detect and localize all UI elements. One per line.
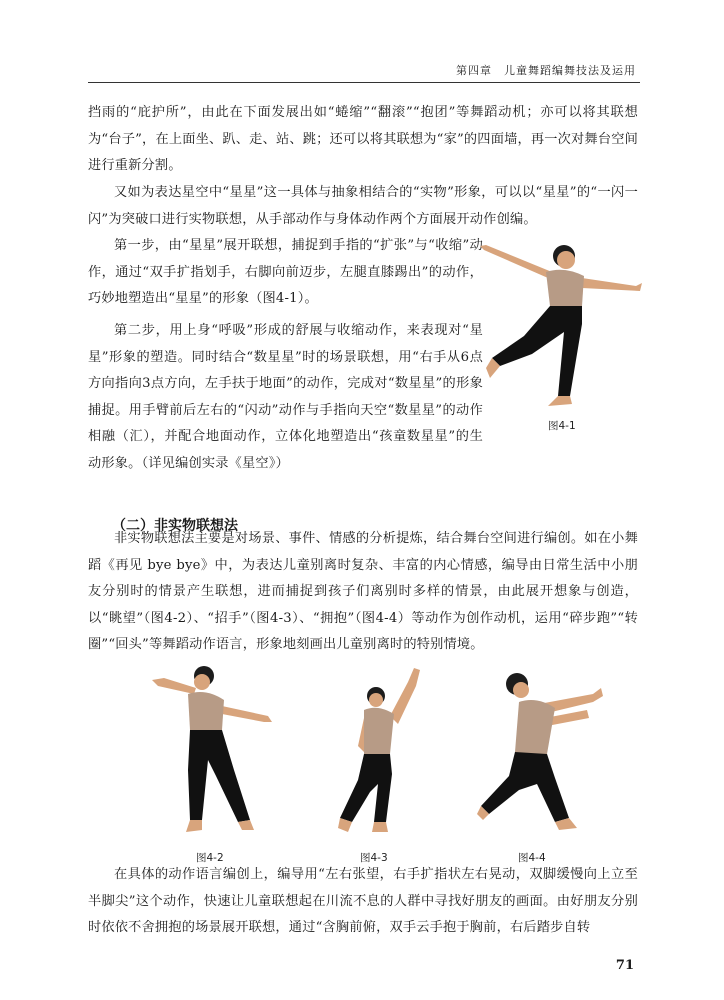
running-header: 第四章 儿童舞蹈编舞技法及运用	[456, 64, 636, 77]
section-title: （二）非实物联想法	[112, 518, 238, 534]
figure-4-3-caption: 图4-3	[360, 852, 388, 864]
figure-4-2-photo	[150, 660, 275, 840]
paragraph-1: 挡雨的“庇护所”，由此在下面发展出如“蜷缩”“翻滚”“抱团”等舞蹈动机；亦可以将其联想为“台子”，在上面坐、趴、走、站、跳；还可以将其联想为“家”的四面墙，再一次对舞台空间进行重新分割。	[88, 105, 638, 173]
figure-4-4-caption: 图4-4	[518, 852, 546, 864]
paragraph-4: 第二步，用上身“呼吸”形成的舒展与收缩动作，来表现对“星星”形象的塑造。同时结合“数星星”时的场景联想，用“右手从6点方向指向3点方向，左手扶于地面”的动作，完成对“数星星”的形象捕捉。用手臂前后左右的“闪动”动作与手指向天空“数星星”的动作相融（汇），并配合地面动作，立体化地塑造出“孩童数星星”的生动形象。（详见编创实录《星空》）	[88, 323, 483, 471]
figure-4-4-photo	[475, 668, 615, 840]
paragraph-2: 又如为表达星空中“星星”这一具体与抽象相结合的“实物”形象，可以以“星星”的“一闪一闪”为突破口进行实物联想，从手部动作与身体动作两个方面展开动作创编。	[88, 185, 638, 227]
paragraph-3: 第一步，由“星星”展开联想，捕捉到手指的“扩张”与“收缩”动作，通过“双手扩指划手，右脚向前迈步，左腿直膝踢出”的动作，巧妙地塑造出“星星”的形象（图4-1）。	[88, 238, 483, 306]
page-number: 71	[615, 958, 634, 973]
figure-4-2-caption: 图4-2	[196, 852, 224, 864]
paragraph-6: 在具体的动作语言编创上，编导用“左右张望，右手扩指状左右晃动，双脚缓慢向上立至半脚尖”这个动作，快速让儿童联想起在川流不息的人群中寻找好朋友的画面。由好朋友分别时依依不舍拥抱的场景展开联想，通过“含胸前俯，双手云手抱于胸前，右后踏步自转	[88, 867, 638, 935]
header-rule	[88, 82, 640, 83]
figure-4-3-photo	[330, 662, 430, 840]
paragraph-5: 非实物联想法主要是对场景、事件、情感的分析提炼，结合舞台空间进行编创。如在小舞蹈《再见 bye bye》中，为表达儿童别离时复杂、丰富的内心情感，编导由日常生活中小朋友分别时的情景产生联想，进而捕捉到孩子们离别时多样的情景，由此展开想象与创造，以“眺望”（图4-2）、“招手”（图4-3）、“拥抱”（图4-4）等动作为创作动机，运用“碎步跑”“转圈”“回头”等舞蹈动作语言，形象地刻画出儿童别离时的特别情境。	[88, 531, 638, 652]
figure-4-1-caption: 图4-1	[548, 420, 576, 432]
figure-4-1-photo	[478, 236, 644, 418]
